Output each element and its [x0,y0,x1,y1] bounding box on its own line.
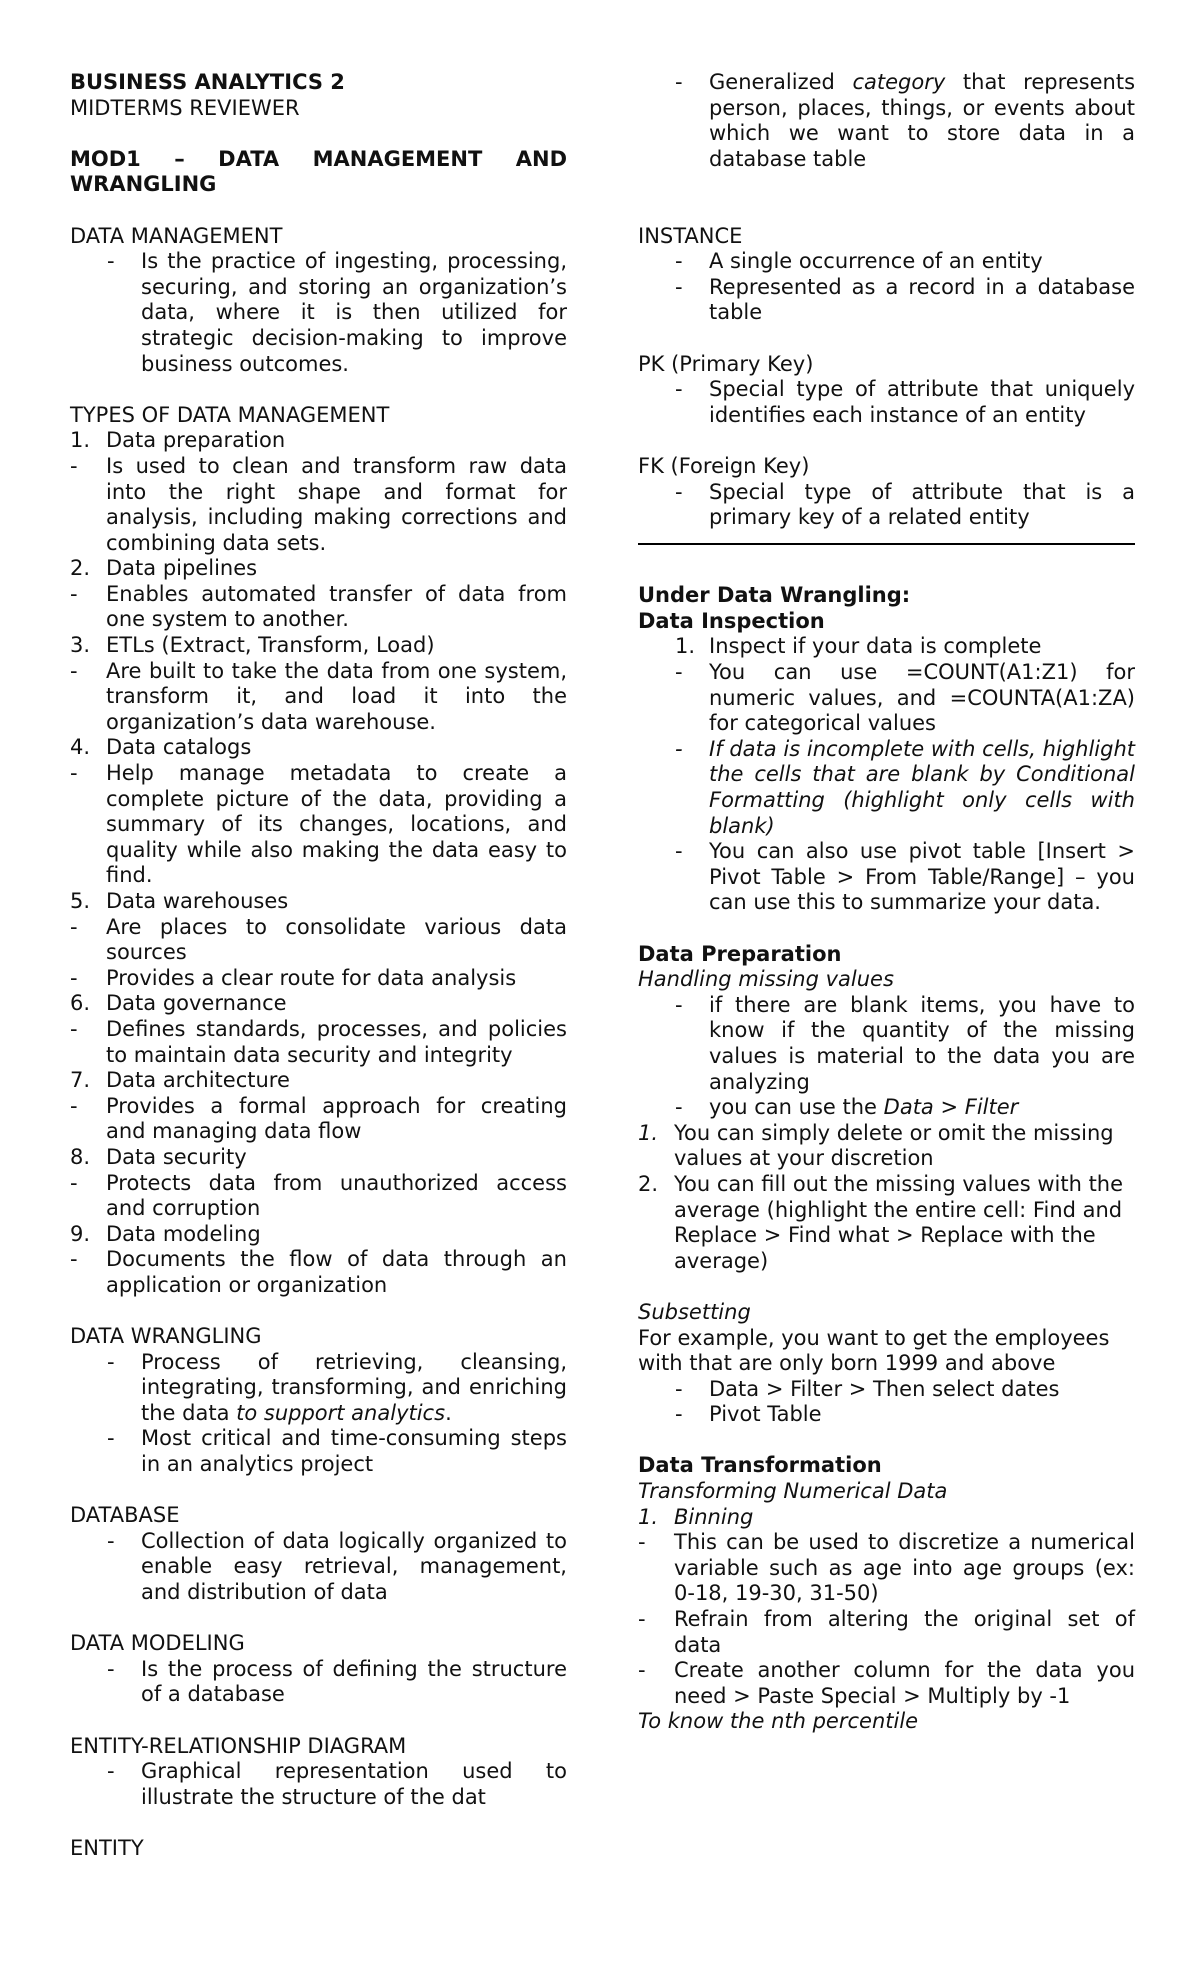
type-item-title: 4. Data catalogs [70,735,252,760]
type-item-point: - Provides a clear route for data analysis [70,966,567,992]
percentile-note: To know the nth percentile [638,1709,919,1734]
types-list [70,428,567,1298]
binning-point: - Refrain from altering the original set of data [638,1607,1135,1658]
erd-heading: ENTITY-RELATIONSHIP DIAGRAM [70,1733,407,1758]
entity-heading: ENTITY [70,1835,144,1860]
subsetting-point: - Data > Filter > Then select dates [638,1377,1135,1403]
type-item-title: 5. Data warehouses [70,889,289,913]
left-column [70,70,567,1862]
inspection-point: - You can also use pivot table [Insert > Pivot Table > From Table/Range] – you can use this to summarize your data. [638,839,1135,916]
database-point: - Collection of data logically organized to enable easy retrieval, management, and distribution of data [70,1529,567,1606]
instance-point: - A single occurrence of an entity [638,249,1135,275]
data-modeling-point: - Is the process of defining the structure of a database [70,1657,567,1708]
data-wrangling-heading: DATA WRANGLING [70,1324,262,1349]
under-wrangling-heading: Under Data Wrangling: [638,583,911,608]
type-item-point: - Are places to consolidate various data sources [70,915,567,966]
database-heading: DATABASE [70,1503,180,1528]
pk-point: - Special type of attribute that uniquely identifies each instance of an entity [638,377,1135,428]
data-management-definition: - Is the practice of ingesting, processing, securing, and storing an organization’s data, where it is then utilized for strategic decision-making to improve business outcomes. [70,249,567,377]
preparation-point: - you can use the Data > Filter [638,1095,1135,1121]
type-item-title: 3. ETLs (Extract, Transform, Load) [70,633,435,658]
type-item-title: 8. Data security [70,1144,247,1169]
binning-step: 1. Binning [638,1504,754,1529]
subsetting-point: - Pivot Table [638,1402,1135,1428]
inspection-point: - You can use =COUNT(A1:Z1) for numeric values, and =COUNTA(A1:ZA) for categorical values [638,660,1135,737]
instance-point: - Represented as a record in a database table [638,275,1135,326]
data-wrangling-point: - Most critical and time-consuming steps in an analytics project [70,1426,567,1477]
instance-heading: INSTANCE [638,223,743,248]
data-modeling-heading: DATA MODELING [70,1631,245,1656]
document-subtitle: MIDTERMS REVIEWER [70,95,300,120]
type-item-point: - Are built to take the data from one system, transform it, and load it into the organization’s data warehouse. [70,659,567,736]
inspection-step: 1. Inspect if your data is complete [675,634,1042,659]
preparation-option: 2. You can fill out the missing values with the average (highlight the entire cell: Find and Replace > Find what > Replace with the average) [638,1171,1124,1273]
binning-point: - This can be used to discretize a numerical variable such as age into age groups (ex: 0-18, 19-30, 31-50) [638,1530,1135,1607]
data-transformation-heading: Data Transformation [638,1453,882,1478]
entity-definition: - Generalized category that represents person, places, things, or events about which we want to store data in a database table [638,70,1135,172]
document-title: BUSINESS ANALYTICS 2 [70,70,345,94]
type-item-point: - Defines standards, processes, and policies to maintain data security and integrity [70,1017,567,1068]
pk-heading: PK (Primary Key) [638,351,814,376]
type-item-point: - Enables automated transfer of data from one system to another. [70,582,567,633]
fk-point: - Special type of attribute that is a primary key of a related entity [638,480,1135,531]
module-title: MOD1 – DATA MANAGEMENT AND WRANGLING [70,146,567,197]
data-inspection-heading: Data Inspection [638,608,825,633]
preparation-option: 1. You can simply delete or omit the missing values at your discretion [638,1120,1114,1171]
data-preparation-heading: Data Preparation [638,941,842,966]
type-item-point: - Provides a formal approach for creating and managing data flow [70,1094,567,1145]
data-management-heading: DATA MANAGEMENT [70,223,283,248]
subsetting-example: For example, you want to get the employees with that are only born 1999 and above [638,1325,1110,1376]
missing-values-subheading: Handling missing values [638,967,894,992]
types-heading: TYPES OF DATA MANAGEMENT [70,402,390,427]
data-wrangling-point: - Process of retrieving, cleansing, integrating, transforming, and enriching the data to support analytics. [70,1350,567,1427]
numerical-data-subheading: Transforming Numerical Data [638,1479,948,1504]
type-item-point: - Help manage metadata to create a complete picture of the data, providing a summary of its changes, locations, and quality while also making the data easy to find. [70,761,567,889]
preparation-point: - if there are blank items, you have to know if the quantity of the missing values is material to the data you are analyzing [638,993,1135,1095]
type-item-title: 1. Data preparation [70,428,286,453]
type-item-title: 6. Data governance [70,991,287,1016]
type-item-point: - Documents the flow of data through an application or organization [70,1247,567,1298]
type-item-title: 2. Data pipelines [70,556,258,581]
inspection-point: - If data is incomplete with cells, highlight the cells that are blank by Conditional Formatting (highlight only cells with blank) [638,737,1135,839]
right-column [638,70,1135,1735]
type-item-point: - Protects data from unauthorized access and corruption [70,1171,567,1222]
fk-heading: FK (Foreign Key) [638,453,810,478]
section-divider [638,543,1135,545]
erd-point: - Graphical representation used to illustrate the structure of the dat [70,1759,567,1810]
type-item-point: - Is used to clean and transform raw data into the right shape and format for analysis, including making corrections and combining data sets. [70,454,567,556]
type-item-title: 9. Data modeling [70,1221,261,1246]
type-item-title: 7. Data architecture [70,1068,290,1093]
binning-point: - Create another column for the data you need > Paste Special > Multiply by -1 [638,1658,1135,1709]
subsetting-heading: Subsetting [638,1299,751,1324]
